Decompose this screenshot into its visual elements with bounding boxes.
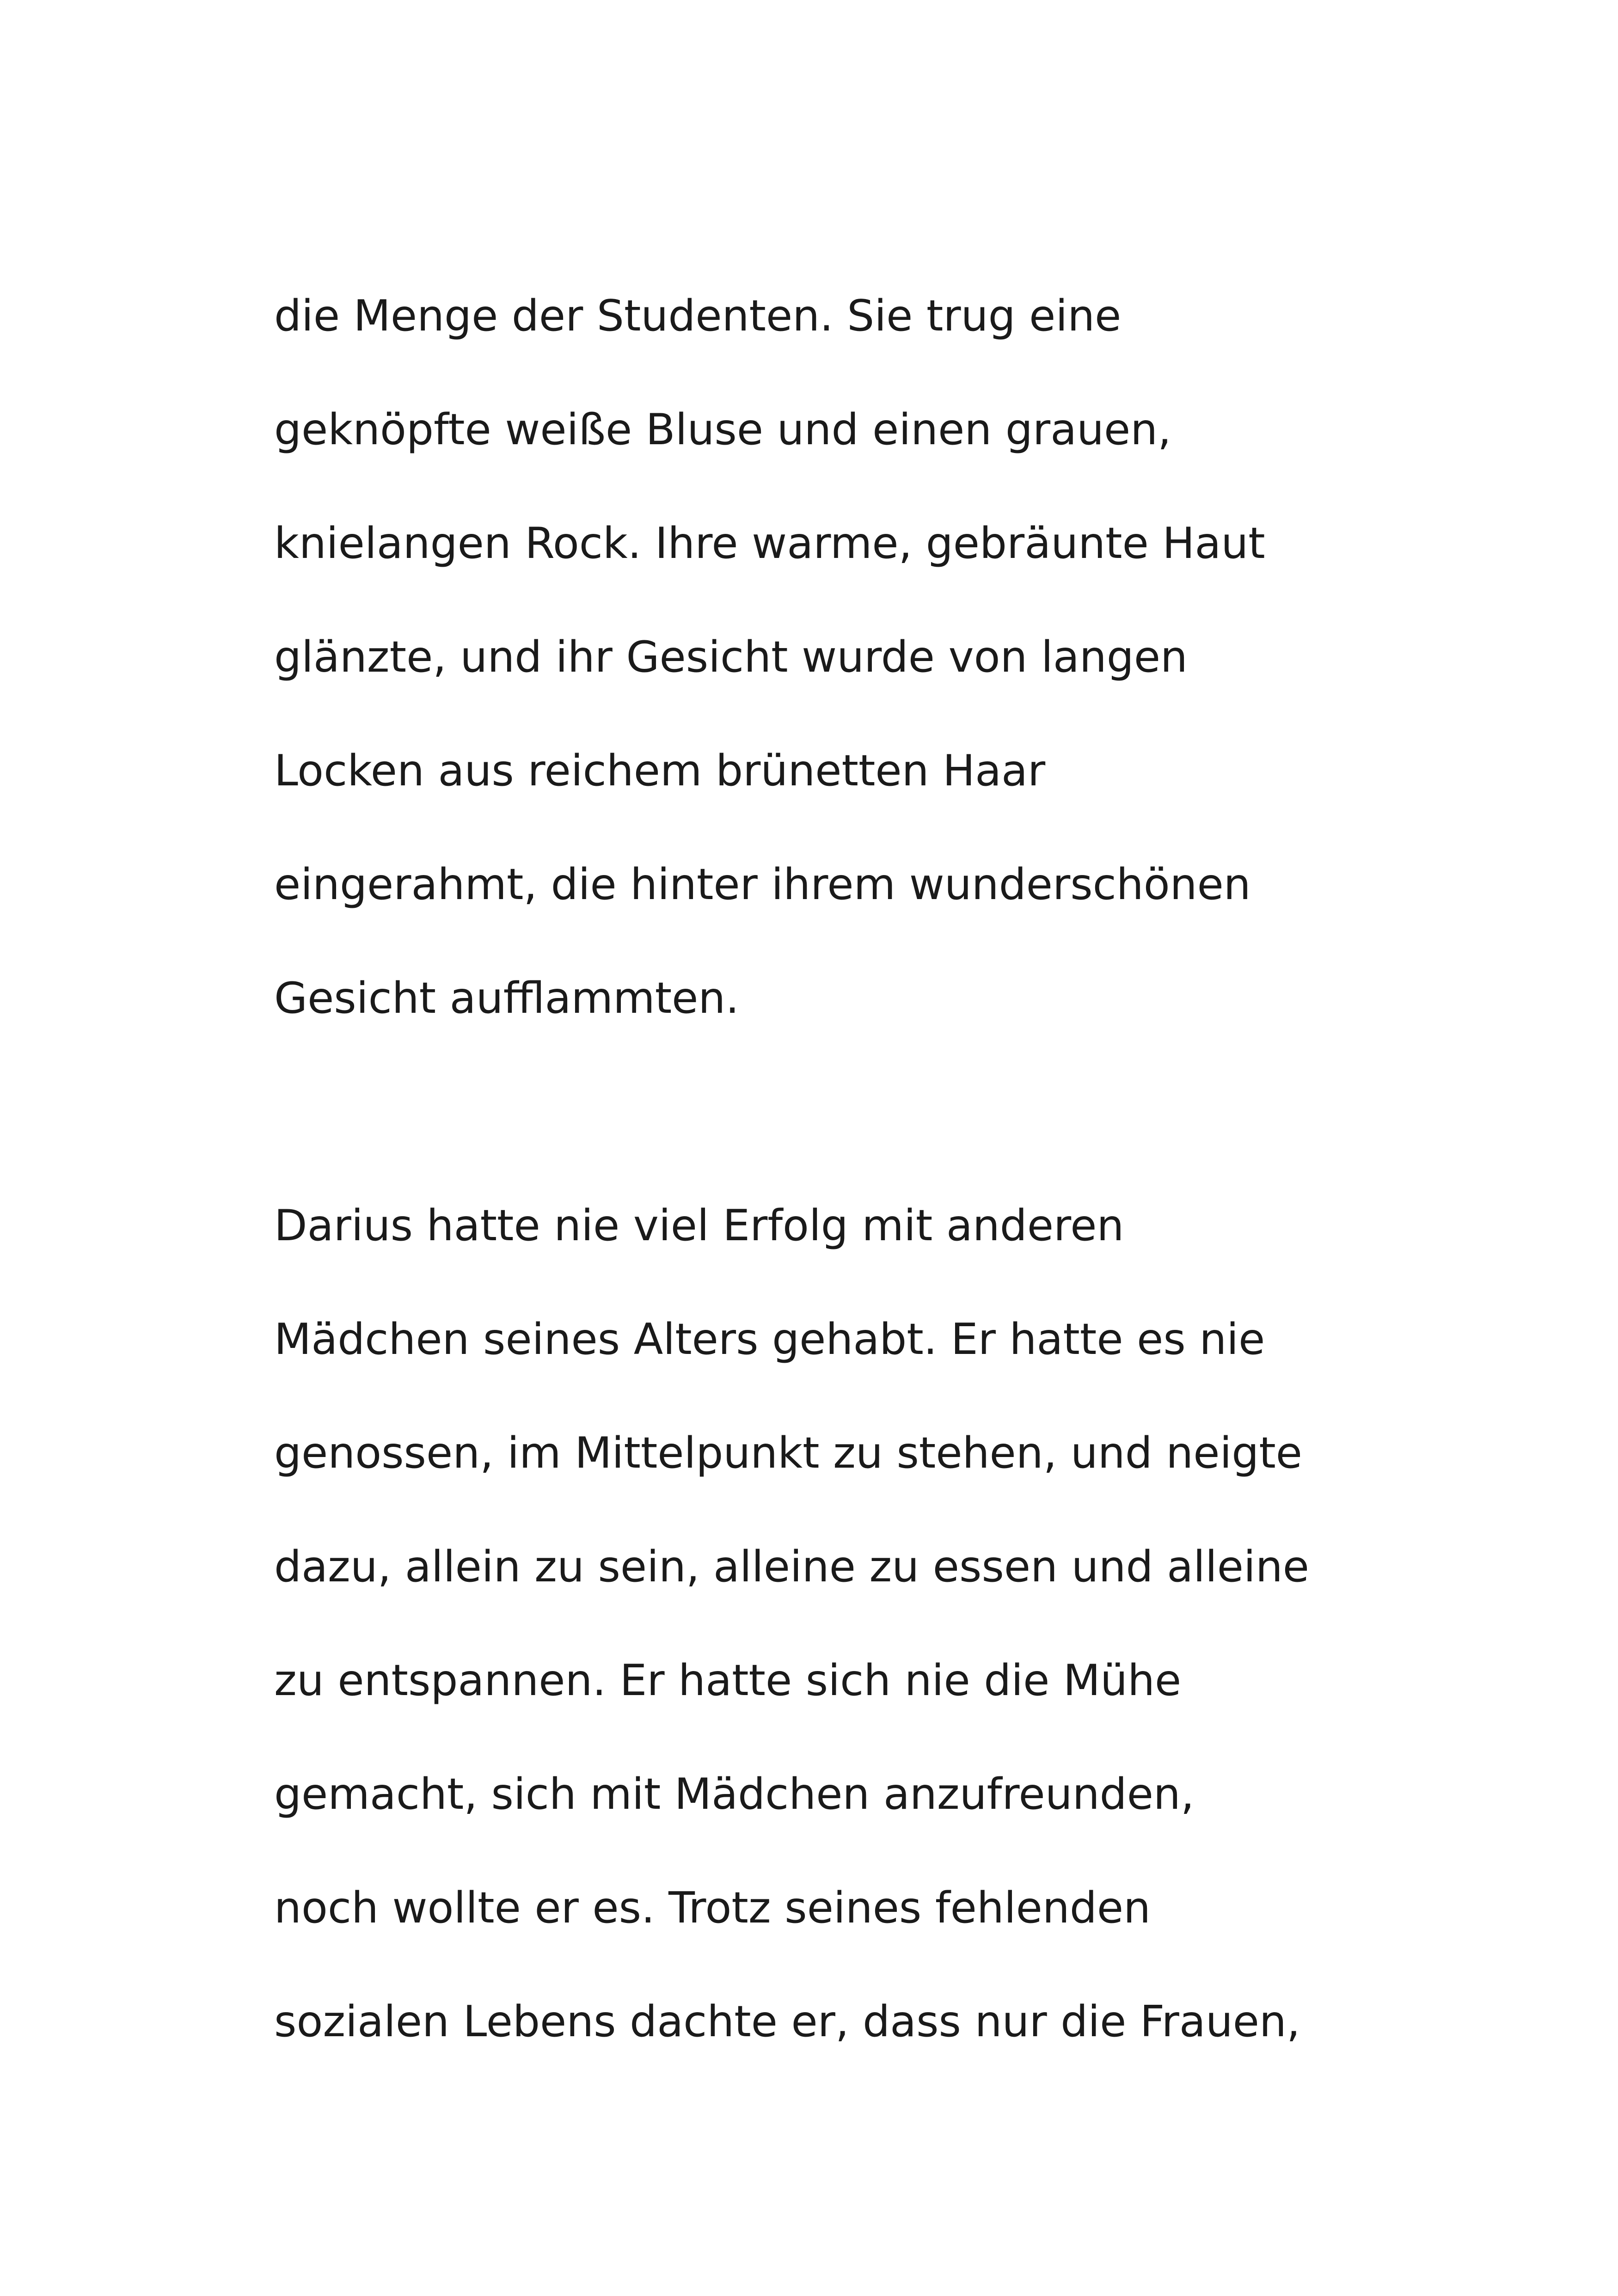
text-line: Locken aus reichem brünetten Haar [274, 746, 1046, 796]
body-text [274, 259, 1522, 2078]
text-line: noch wollte er es. Trotz seines fehlenden [274, 1883, 1151, 1933]
text-line: die Menge der Studenten. Sie trug eine [274, 291, 1122, 341]
text-line: geknöpfte weiße Bluse und einen grauen, [274, 404, 1171, 454]
text-line: gemacht, sich mit Mädchen anzufreunden, [274, 1769, 1195, 1819]
text-line: dazu, allein zu sein, alleine zu essen und alleine [274, 1542, 1309, 1592]
text-line: Darius hatte nie viel Erfolg mit anderen [274, 1200, 1124, 1250]
text-line: eingerahmt, die hinter ihrem wunderschönen [274, 859, 1251, 909]
text-line: genossen, im Mittelpunkt zu stehen, und neigte [274, 1428, 1303, 1478]
text-line: knielangen Rock. Ihre warme, gebräunte Haut [274, 518, 1265, 568]
text-line: zu entspannen. Er hatte sich nie die Mühe [274, 1655, 1182, 1705]
text-line: sozialen Lebens dachte er, dass nur die Frauen, [274, 1996, 1300, 2046]
paragraph-1 [274, 259, 1522, 1055]
text-line: Gesicht aufflammten. [274, 973, 739, 1023]
text-line: glänzte, und ihr Gesicht wurde von langen [274, 632, 1188, 682]
paragraph-spacer [274, 1055, 1522, 1169]
paragraph-2 [274, 1169, 1522, 2078]
text-line: Mädchen seines Alters gehabt. Er hatte es nie [274, 1314, 1265, 1364]
